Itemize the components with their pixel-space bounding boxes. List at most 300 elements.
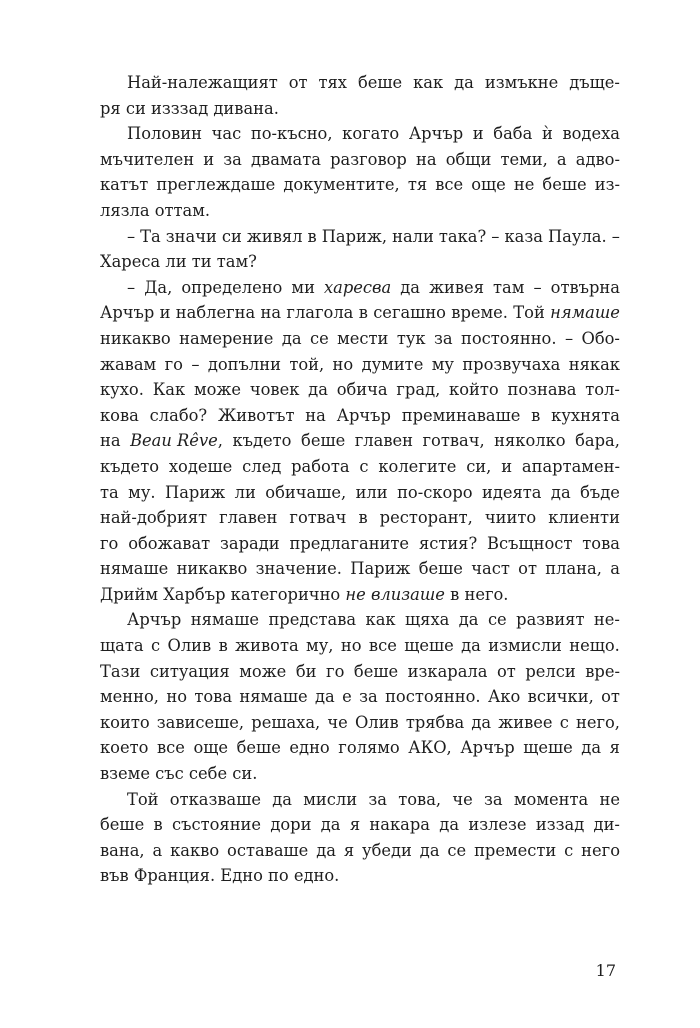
word: с <box>559 712 569 732</box>
word: да <box>454 73 474 92</box>
word: да <box>419 840 440 860</box>
word: – <box>491 226 500 246</box>
word: все <box>368 636 397 656</box>
word: Ако <box>487 687 521 707</box>
text-line <box>100 684 620 710</box>
word: и <box>159 303 171 323</box>
word: катът <box>100 175 149 195</box>
word: готвач, <box>422 431 485 451</box>
word: теми, <box>500 149 548 169</box>
word: Арчър <box>336 405 391 425</box>
word: Тази <box>100 661 141 681</box>
word: кова <box>100 405 139 425</box>
word: премести <box>474 840 557 860</box>
word: още <box>193 738 229 758</box>
word: кухнята <box>551 405 620 425</box>
word: щеше <box>404 636 454 656</box>
word: предлаганите <box>289 533 410 553</box>
word: излезе <box>468 815 527 835</box>
word: се <box>309 328 329 348</box>
text-line <box>100 428 620 454</box>
word: развият <box>516 610 585 630</box>
text-line <box>100 582 620 608</box>
word: и <box>203 149 215 169</box>
word: обожават <box>128 533 211 553</box>
word: за <box>433 328 453 348</box>
word: го <box>326 661 345 681</box>
word: щяха <box>405 610 450 630</box>
word: ря си изззад дивана. <box>100 98 279 118</box>
word: му <box>431 354 454 374</box>
word: Половин <box>127 124 203 144</box>
word: който <box>449 380 499 400</box>
word: апартамен- <box>521 456 620 476</box>
word: да <box>315 687 335 707</box>
word: кухо. <box>100 380 144 400</box>
word: да <box>550 482 571 502</box>
word: работа <box>291 456 350 476</box>
word: как <box>365 610 396 630</box>
word: все <box>157 738 185 758</box>
word: за <box>223 149 242 169</box>
word: представа <box>268 610 357 630</box>
word: беше <box>353 661 399 681</box>
word: главен <box>354 431 413 451</box>
word: там <box>493 277 525 297</box>
word: на <box>260 303 282 323</box>
word: общи <box>445 149 492 169</box>
text-line <box>100 735 620 761</box>
word: че <box>452 789 473 809</box>
text-line <box>100 633 620 659</box>
word: но <box>166 687 187 707</box>
word: из- <box>594 175 620 195</box>
word: по-скоро <box>397 482 473 502</box>
text-line <box>100 710 620 736</box>
word: – <box>191 354 200 374</box>
text-line <box>100 121 620 147</box>
word: би <box>295 661 317 681</box>
word: все <box>435 175 464 195</box>
word: Как <box>152 380 186 400</box>
italic-word: харесва <box>323 277 392 297</box>
word: каза <box>504 226 543 246</box>
word: не <box>599 789 620 809</box>
word: заради <box>220 533 280 553</box>
word: може <box>239 661 287 681</box>
word: в <box>307 226 317 246</box>
word: да <box>461 636 481 656</box>
word: Обо- <box>581 328 620 348</box>
word: зависеше, <box>156 712 245 732</box>
text-line <box>100 198 620 224</box>
word: а <box>610 559 620 579</box>
word: Хареса ли ти там? <box>100 252 257 272</box>
word: след <box>242 456 282 476</box>
text-line <box>100 224 620 250</box>
word: Париж <box>165 482 226 502</box>
word: това <box>194 687 233 707</box>
word: нали <box>392 226 434 246</box>
word: беше <box>418 559 463 579</box>
word: – <box>564 328 574 348</box>
word: живял <box>246 226 303 246</box>
word: постоянно. <box>385 687 481 707</box>
body-text <box>100 70 620 889</box>
word: да <box>320 815 341 835</box>
word: го <box>100 533 119 553</box>
word: ми <box>291 277 315 297</box>
paragraph <box>100 224 620 275</box>
word: живея <box>429 277 484 297</box>
word: град, <box>396 380 441 400</box>
word: си <box>221 226 242 246</box>
word: – <box>611 226 620 246</box>
word: време. <box>451 303 508 323</box>
word: релси <box>525 661 576 681</box>
word: в <box>153 815 163 835</box>
word: баба <box>493 124 533 144</box>
word: където <box>232 431 292 451</box>
word: той, <box>289 354 325 374</box>
word: и <box>501 456 513 476</box>
word: Паула. <box>547 226 607 246</box>
word: щеше <box>523 738 573 758</box>
word: отказваше <box>169 789 261 809</box>
word: менно, <box>100 687 159 707</box>
paragraph <box>100 787 620 889</box>
word: никакво <box>176 559 248 579</box>
book-page <box>100 70 620 990</box>
word: по-късно, <box>250 124 333 144</box>
word: да <box>458 610 479 630</box>
word: където <box>100 456 160 476</box>
word: оставаше <box>227 840 309 860</box>
word: ли <box>234 482 256 502</box>
word: още <box>471 175 506 195</box>
word: наблегна <box>175 303 256 323</box>
word: отвърна <box>550 277 620 297</box>
word: Всъщност <box>487 533 573 553</box>
word: в него. <box>450 584 509 604</box>
text-line <box>100 812 620 838</box>
word: – <box>127 277 136 297</box>
word: да <box>471 712 492 732</box>
text-line <box>100 659 620 685</box>
word: беше <box>301 431 346 451</box>
word: разговор <box>330 149 407 169</box>
text-line <box>100 147 620 173</box>
word: допълни <box>207 354 281 374</box>
word: беше <box>542 175 587 195</box>
word: за <box>368 789 387 809</box>
word: плана, <box>545 559 602 579</box>
word: я <box>349 815 361 835</box>
word: решаха, <box>251 712 321 732</box>
word: това <box>582 533 620 553</box>
word: ди- <box>593 815 620 835</box>
word: в <box>531 405 541 425</box>
word: Да, <box>144 277 173 297</box>
word: мисли <box>303 789 358 809</box>
word: бъде <box>580 482 620 502</box>
word: ситуация <box>149 661 230 681</box>
word: какво <box>170 840 220 860</box>
word: да <box>439 815 460 835</box>
word: АКО, <box>408 738 452 758</box>
word: но <box>340 636 362 656</box>
word: – <box>127 226 136 246</box>
word: да <box>272 789 292 809</box>
word: бара, <box>575 431 620 451</box>
word: което <box>100 738 149 758</box>
word: колегите <box>378 456 457 476</box>
word: ѝ <box>541 124 553 144</box>
word: но <box>332 354 354 374</box>
word: дъще- <box>569 73 620 92</box>
word: тук <box>396 328 426 348</box>
word: значение. <box>255 559 342 579</box>
word: беше <box>100 815 145 835</box>
word: значи <box>165 226 217 246</box>
word: главен <box>219 508 278 528</box>
text-line <box>100 480 620 506</box>
word: ресторант, <box>379 508 473 528</box>
word: водеха <box>562 124 620 144</box>
word: сегашно <box>373 303 446 323</box>
word: намерение <box>179 328 274 348</box>
word: не- <box>593 610 620 630</box>
word: обича <box>336 380 388 400</box>
word: може <box>193 380 242 400</box>
word: с <box>150 636 161 656</box>
word: го <box>164 354 183 374</box>
word: преминаваше <box>401 405 521 425</box>
word: с <box>359 456 369 476</box>
word: Той <box>127 789 159 809</box>
word: а <box>152 840 163 860</box>
word: прозвучаха <box>462 354 561 374</box>
word: всички, <box>527 687 594 707</box>
word: някак <box>568 354 620 374</box>
word: определено <box>181 277 283 297</box>
word: най-добрият <box>100 508 208 528</box>
word: когато <box>342 124 400 144</box>
word: да <box>308 380 328 400</box>
text-line <box>100 300 620 326</box>
word: Олив <box>167 636 212 656</box>
word: е <box>342 687 352 707</box>
word: че <box>327 712 348 732</box>
word: се <box>447 840 467 860</box>
text-line <box>100 275 620 301</box>
word: тол- <box>585 380 620 400</box>
word: преглеждаше <box>156 175 276 195</box>
word: та <box>100 482 119 502</box>
word: глагола <box>286 303 354 323</box>
italic-word: Beau Rêve, <box>130 431 223 451</box>
text-line <box>100 249 620 275</box>
word: в <box>218 636 228 656</box>
word: Арчър <box>460 738 515 758</box>
word: живее <box>498 712 553 732</box>
word: нямаше <box>239 687 308 707</box>
word: така? <box>438 226 487 246</box>
word: убеди <box>362 840 412 860</box>
text-line <box>100 70 620 96</box>
word: ястия? <box>418 533 478 553</box>
word: вземе със себе си. <box>100 764 258 784</box>
word: и <box>472 124 484 144</box>
word: чиито <box>484 508 537 528</box>
word: голямо <box>338 738 400 758</box>
word: него <box>581 840 620 860</box>
word: Дрийм Харбър категорично <box>100 584 341 604</box>
text-line <box>100 556 620 582</box>
word: я <box>343 840 355 860</box>
word: от <box>497 661 516 681</box>
word: момента <box>513 789 589 809</box>
text-line <box>100 863 620 889</box>
word: мъчителен <box>100 149 195 169</box>
text-line <box>100 172 620 198</box>
paragraph <box>100 70 620 121</box>
word: я <box>609 738 620 758</box>
word: никакво <box>100 328 171 348</box>
word: Арчър <box>100 303 155 323</box>
word: за <box>484 789 503 809</box>
word: час <box>211 124 242 144</box>
word: обичаше, <box>265 482 347 502</box>
word: му. <box>128 482 156 502</box>
word: Арчър <box>127 610 182 630</box>
text-line <box>100 787 620 813</box>
word: иззад <box>535 815 585 835</box>
word: да <box>581 738 602 758</box>
word: това, <box>398 789 442 809</box>
word: беше <box>357 73 403 92</box>
word: слабо? <box>149 405 208 425</box>
word: познава <box>507 380 577 400</box>
word: за <box>359 687 378 707</box>
word: на <box>100 431 121 451</box>
paragraph <box>100 607 620 786</box>
text-line <box>100 352 620 378</box>
word: изкарала <box>407 661 488 681</box>
word: състояние <box>172 815 262 835</box>
page-number: 17 <box>595 961 616 980</box>
text-line <box>100 607 620 633</box>
word: от <box>288 73 308 92</box>
word: жавам <box>100 354 157 374</box>
paragraph <box>100 275 620 608</box>
word: – <box>533 277 542 297</box>
word: готвач <box>289 508 347 528</box>
word: с <box>564 840 574 860</box>
italic-word: нямаше <box>550 303 620 323</box>
word: част <box>471 559 510 579</box>
word: или <box>355 482 388 502</box>
word: нямаше <box>100 559 169 579</box>
word: му, <box>306 636 334 656</box>
word: да <box>316 840 336 860</box>
word: постоянно. <box>460 328 557 348</box>
word: да <box>400 277 421 297</box>
word: Олив <box>354 712 399 732</box>
word: дори <box>270 815 312 835</box>
word: Париж, <box>321 226 388 246</box>
word: на <box>416 149 437 169</box>
word: Най-належащият <box>127 73 278 92</box>
word: двамата <box>251 149 321 169</box>
word: Той <box>513 303 545 323</box>
word: ходеше <box>168 456 233 476</box>
word: адво- <box>575 149 620 169</box>
word: в <box>358 508 368 528</box>
word: се <box>487 610 507 630</box>
word: тях <box>318 73 347 92</box>
word: документите, <box>283 175 400 195</box>
word: си, <box>466 456 492 476</box>
word: от <box>518 559 537 579</box>
text-line <box>100 96 620 122</box>
word: измисли <box>488 636 562 656</box>
word: в <box>358 303 368 323</box>
word: нещо. <box>569 636 620 656</box>
word: а <box>556 149 567 169</box>
word: живота <box>235 636 299 656</box>
text-line <box>100 326 620 352</box>
word: не <box>513 175 535 195</box>
word: как <box>413 73 444 92</box>
word: него, <box>575 712 620 732</box>
word: да <box>281 328 302 348</box>
word: клиенти <box>548 508 620 528</box>
word: вре- <box>585 661 620 681</box>
word: накара <box>369 815 430 835</box>
word: тя <box>407 175 428 195</box>
word: измъкне <box>484 73 559 92</box>
word: Арчър <box>408 124 464 144</box>
text-line <box>100 838 620 864</box>
word: Та <box>140 226 161 246</box>
word: Животът <box>217 405 295 425</box>
text-line <box>100 761 620 787</box>
word: щата <box>100 636 144 656</box>
word: думите <box>361 354 424 374</box>
word: едно <box>289 738 330 758</box>
word: мести <box>337 328 389 348</box>
word: от <box>601 687 620 707</box>
word: нямаше <box>190 610 260 630</box>
word: трябва <box>405 712 465 732</box>
word: беше <box>236 738 281 758</box>
word: които <box>100 712 150 732</box>
text-line <box>100 505 620 531</box>
text-line <box>100 531 620 557</box>
word: човек <box>249 380 300 400</box>
word: Париж <box>350 559 411 579</box>
word: лязла оттам. <box>100 200 211 220</box>
text-line <box>100 377 620 403</box>
word: вана, <box>100 840 145 860</box>
paragraph <box>100 121 620 223</box>
italic-word: не влизаше <box>345 584 445 604</box>
word: във Франция. Едно по едно. <box>100 866 340 886</box>
word: идеята <box>481 482 542 502</box>
word: на <box>305 405 326 425</box>
text-line <box>100 454 620 480</box>
